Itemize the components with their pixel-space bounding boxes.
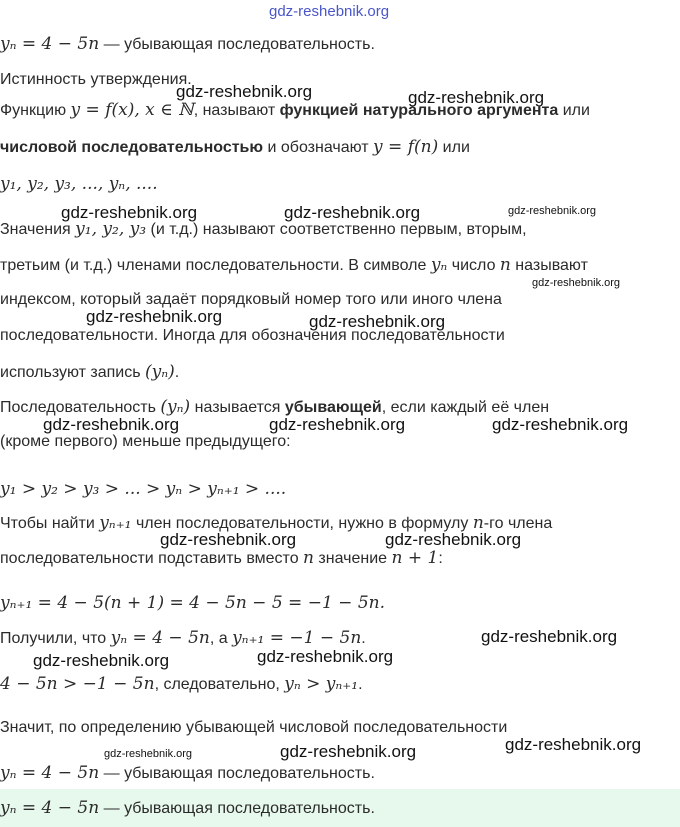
conclusion-statement xyxy=(0,763,375,784)
watermark: gdz-reshebnik.org xyxy=(505,735,642,754)
watermark: gdz-reshebnik.org xyxy=(408,88,545,107)
text: или xyxy=(438,139,470,156)
text: , следовательно, xyxy=(154,676,285,693)
comparison-line xyxy=(0,674,363,695)
text: — убывающая последовательность. xyxy=(99,36,375,53)
watermark: gdz-reshebnik.org xyxy=(104,748,193,760)
watermark: gdz-reshebnik.org xyxy=(269,3,390,20)
watermark: gdz-reshebnik.org xyxy=(160,530,297,549)
formula: yₙ₊₁ = −1 − 5n xyxy=(232,628,362,648)
bold-term: функцией натурального аргумента xyxy=(279,102,559,119)
text: : xyxy=(438,550,443,567)
statement-line xyxy=(0,34,375,55)
formula: y₁ > y₂ > y₃ > ... > yₙ > yₙ₊₁ > .... xyxy=(0,479,287,499)
formula: (yₙ) xyxy=(160,397,191,417)
next-term-calculation xyxy=(0,593,385,614)
text: Получили, что xyxy=(0,630,111,647)
formula: yₙ xyxy=(430,255,448,275)
watermark: gdz-reshebnik.org xyxy=(61,203,198,222)
watermark: gdz-reshebnik.org xyxy=(43,415,180,434)
watermark: gdz-reshebnik.org xyxy=(309,312,446,331)
formula: (yₙ) xyxy=(145,362,175,382)
text: , если каждый её член xyxy=(381,399,550,416)
formula: n xyxy=(499,255,511,275)
conclusion-line: Значит, по определению убывающей числовой последовательности xyxy=(0,719,508,736)
formula: y = f(n) xyxy=(373,137,439,157)
text: последовательности подставить вместо xyxy=(0,550,304,567)
result-line xyxy=(0,628,366,649)
text: Функцию xyxy=(0,102,71,119)
text: называется xyxy=(190,399,285,416)
text: и обозначают xyxy=(263,139,374,156)
watermark: gdz-reshebnik.org xyxy=(532,277,621,289)
bold-term: убывающей xyxy=(284,399,382,416)
text: (и т.д.) называют соответственно первым, вторым, xyxy=(146,221,527,238)
text: Последовательность xyxy=(0,399,161,416)
truth-line: Истинность утверждения. xyxy=(0,71,192,88)
formula: y = f(x), x ∈ ℕ xyxy=(70,100,194,120)
values-line-3: индексом, который задаёт порядковый номер того или иного члена xyxy=(0,291,502,308)
text: третьим (и т.д.) членами последовательности. В символе xyxy=(0,257,431,274)
text: . xyxy=(361,630,366,647)
watermark: gdz-reshebnik.org xyxy=(492,415,629,434)
text: -го члена xyxy=(483,515,553,532)
formula: y₁, y₂, y₃ xyxy=(75,219,147,239)
text: Значения xyxy=(0,221,76,238)
text: Чтобы найти xyxy=(0,515,100,532)
watermark: gdz-reshebnik.org xyxy=(257,647,394,666)
formula: yₙ = 4 − 5n xyxy=(110,628,210,648)
values-line-5 xyxy=(0,362,179,383)
bold-term: числовой последовательностью xyxy=(0,139,264,156)
formula: n xyxy=(303,548,314,568)
watermark: gdz-reshebnik.org xyxy=(86,307,223,326)
text: . xyxy=(174,364,180,381)
text: — убывающая последовательность. xyxy=(99,800,375,817)
text: или xyxy=(558,102,590,119)
watermark: gdz-reshebnik.org xyxy=(385,530,522,549)
formula: y₁, y₂, y₃, ..., yₙ, .... xyxy=(0,174,158,194)
text: , называют xyxy=(193,102,280,119)
decreasing-definition-2: (кроме первого) меньше предыдущего: xyxy=(0,433,291,450)
text: . xyxy=(358,676,363,693)
values-line-2 xyxy=(0,255,588,276)
watermark: gdz-reshebnik.org xyxy=(33,651,170,670)
formula: n xyxy=(472,513,484,533)
formula: yₙ = 4 − 5n xyxy=(0,763,100,783)
watermark: gdz-reshebnik.org xyxy=(508,205,597,217)
text: число xyxy=(447,257,500,274)
text: член последовательности, нужно в формулу xyxy=(131,515,473,532)
watermark: gdz-reshebnik.org xyxy=(284,203,421,222)
definition-line-2 xyxy=(0,137,470,158)
watermark: gdz-reshebnik.org xyxy=(280,742,417,761)
next-term-line-2 xyxy=(0,548,443,569)
text: называют xyxy=(510,257,588,274)
text: , а xyxy=(209,630,233,647)
watermark: gdz-reshebnik.org xyxy=(176,82,313,101)
watermark: gdz-reshebnik.org xyxy=(481,627,618,646)
text: — убывающая последовательность. xyxy=(99,765,375,782)
watermark: gdz-reshebnik.org xyxy=(269,415,406,434)
formula: yₙ > yₙ₊₁ xyxy=(284,674,359,694)
inequality-chain xyxy=(0,479,286,500)
formula: yₙ₊₁ = 4 − 5(n + 1) = 4 − 5n − 5 = −1 − 5n. xyxy=(0,593,385,613)
answer-line xyxy=(0,798,375,819)
sequence-notation xyxy=(0,174,158,195)
formula: 4 − 5n > −1 − 5n xyxy=(0,674,155,694)
text: значение xyxy=(313,550,392,567)
formula: yₙ = 4 − 5n xyxy=(0,798,100,818)
formula: yₙ₊₁ xyxy=(99,513,132,533)
formula: n + 1 xyxy=(391,548,439,568)
text: используют запись xyxy=(0,364,146,381)
formula: yₙ = 4 − 5n xyxy=(0,34,100,54)
values-line-4: последовательности. Иногда для обозначения последовательности xyxy=(0,327,505,344)
